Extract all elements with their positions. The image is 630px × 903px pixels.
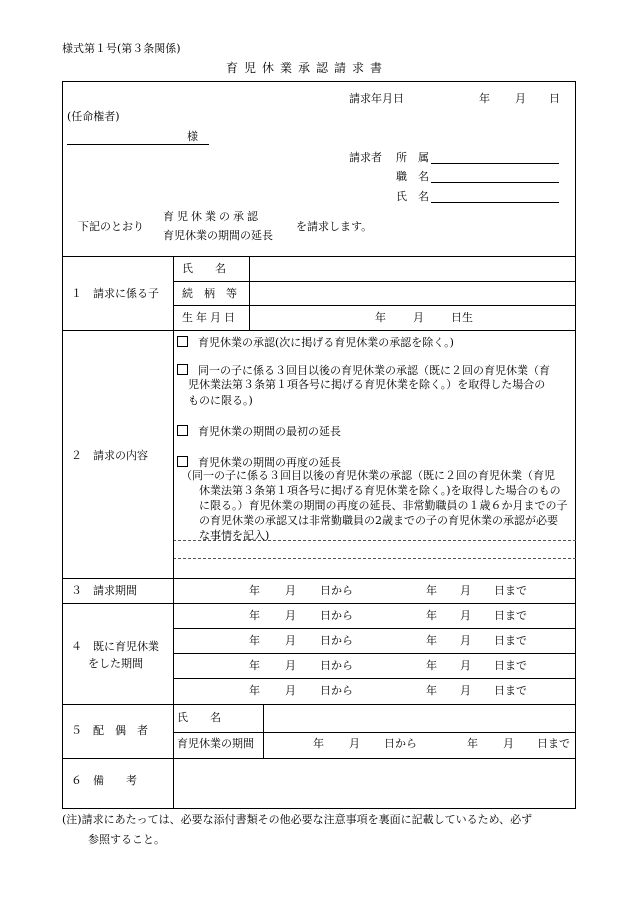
s4-r3-month: 月 xyxy=(285,659,296,672)
s4-r1-year2: 年 xyxy=(426,609,437,622)
dash-line-2 xyxy=(173,558,576,559)
s5-month: 月 xyxy=(349,737,360,750)
row-line-4a xyxy=(173,628,576,629)
row-line-4b xyxy=(173,653,576,654)
document-title: 育児休業承認請求書 xyxy=(226,61,389,75)
s3-month: 月 xyxy=(285,584,296,597)
option-3-text: 育児休業の期間の最初の延長 xyxy=(198,425,341,438)
row-line-3 xyxy=(62,578,576,579)
intro-left: 下記のとおり xyxy=(78,220,144,233)
form-label: 様式第１号(第３条関係) xyxy=(62,42,181,55)
s3-year2: 年 xyxy=(426,584,437,597)
child-birth-label: 生年月日 xyxy=(182,311,238,324)
birth-year: 年 xyxy=(375,311,386,324)
form-frame xyxy=(62,81,576,809)
s4-r4-year2: 年 xyxy=(426,684,437,697)
request-date-label: 請求年月日 xyxy=(349,92,404,105)
sama-label: 様 xyxy=(187,130,198,143)
section4-label-1: ４ 既に育児休業 xyxy=(71,640,159,653)
row-line-5 xyxy=(62,704,576,705)
s5-to: 日まで xyxy=(537,737,570,750)
row-line-6 xyxy=(62,758,576,759)
option-1[interactable] xyxy=(177,336,454,348)
name-label: 氏 名 xyxy=(396,190,429,203)
s3-month2: 月 xyxy=(460,584,471,597)
spouse-period-label: 育児休業の期間 xyxy=(177,737,254,750)
s4-r3-from: 日から xyxy=(320,659,353,672)
s4-r4-to: 日まで xyxy=(494,684,527,697)
col-line-spouse xyxy=(263,704,264,758)
option-extension: 育児休業の期間の延長 xyxy=(163,229,273,242)
appointer-line xyxy=(67,144,209,145)
s4-r1-year: 年 xyxy=(249,609,260,622)
s4-r2-month: 月 xyxy=(285,634,296,647)
section1-label: １ 請求に係る子 xyxy=(71,287,159,300)
position-label: 職 名 xyxy=(396,170,429,183)
checkbox-2[interactable] xyxy=(177,364,188,375)
s4-r2-year: 年 xyxy=(249,634,260,647)
row-line-4c xyxy=(173,678,576,679)
option-4-note-1: （同一の子に係る３回目以後の育児休業の承認（既に２回の育児休業（育児 xyxy=(181,469,555,482)
s5-year2: 年 xyxy=(467,737,478,750)
s4-r4-from: 日から xyxy=(320,684,353,697)
option-2-line3: ものに限る。) xyxy=(188,394,253,407)
requester-label: 請求者 xyxy=(349,151,382,164)
request-date-day: 日 xyxy=(549,92,560,105)
name-line[interactable] xyxy=(431,202,559,203)
checkbox-4[interactable] xyxy=(177,456,188,467)
birth-month: 月 xyxy=(413,311,424,324)
spouse-name-label: 氏 名 xyxy=(177,711,221,724)
section5-label: ５ 配 偶 者 xyxy=(71,724,148,737)
option-4-note-2: 休業法第３条第１項各号に掲げる育児休業を除く。)を取得した場合のもの xyxy=(199,484,561,497)
note-line-1: (注)請求にあたっては、必要な添付書類その他必要な注意事項を裏面に記載しているため、必ず xyxy=(62,813,533,826)
affiliation-line[interactable] xyxy=(431,163,559,164)
option-2[interactable] xyxy=(177,364,550,376)
row-line-5a xyxy=(173,732,576,733)
note-line-2: 参照すること。 xyxy=(88,833,165,846)
position-line[interactable] xyxy=(431,182,559,183)
intro-right: を請求します。 xyxy=(296,220,373,233)
row-line-4 xyxy=(62,603,576,604)
s3-to: 日まで xyxy=(494,584,527,597)
col-line-main xyxy=(173,256,174,808)
option-4-note-4: の育児休業の承認又は非常勤職員の2歳までの子の育児休業の承認が必要 xyxy=(199,514,558,527)
section2-label: ２ 請求の内容 xyxy=(71,449,148,462)
section3-label: ３ 請求期間 xyxy=(71,584,137,597)
child-relation-label: 続 柄 等 xyxy=(182,287,237,300)
option-4-note-5: な事情を記入) xyxy=(199,529,270,542)
request-date-month: 月 xyxy=(515,92,526,105)
s4-r2-month2: 月 xyxy=(460,634,471,647)
appointer-label: (任命権者) xyxy=(67,110,120,123)
s5-month2: 月 xyxy=(503,737,514,750)
s5-year: 年 xyxy=(313,737,324,750)
child-name-label: 氏 名 xyxy=(182,262,226,275)
section4-label-2: をした期間 xyxy=(88,657,143,670)
affiliation-label: 所 属 xyxy=(396,151,429,164)
s4-r4-month2: 月 xyxy=(460,684,471,697)
row-line-2 xyxy=(62,330,576,331)
s4-r1-month: 月 xyxy=(285,609,296,622)
s4-r4-year: 年 xyxy=(249,684,260,697)
s4-r1-month2: 月 xyxy=(460,609,471,622)
row-line-1a xyxy=(173,281,576,282)
s3-year: 年 xyxy=(249,584,260,597)
option-4[interactable] xyxy=(177,456,341,468)
row-line-1b xyxy=(173,305,576,306)
option-2-text: 同一の子に係る３回目以後の育児休業の承認（既に２回の育児休業（育 xyxy=(198,364,550,377)
s4-r2-to: 日まで xyxy=(494,634,527,647)
s4-r3-month2: 月 xyxy=(460,659,471,672)
option-4-text: 育児休業の期間の再度の延長 xyxy=(198,456,341,469)
option-4-note-3: に限る。）育児休業の期間の再度の延長、非常勤職員の１歳６か月までの子 xyxy=(199,499,568,512)
s4-r3-year: 年 xyxy=(249,659,260,672)
checkbox-3[interactable] xyxy=(177,425,188,436)
s4-r1-from: 日から xyxy=(320,609,353,622)
s4-r2-year2: 年 xyxy=(426,634,437,647)
birth-day: 日生 xyxy=(451,311,473,324)
option-2-line2: 児休業法第３条第１項各号に掲げる育児休業を除く。）を取得した場合の xyxy=(188,378,546,391)
request-date-year: 年 xyxy=(479,92,490,105)
option-1-text: 育児休業の承認(次に掲げる育児休業の承認を除く。) xyxy=(198,336,454,349)
s4-r4-month: 月 xyxy=(285,684,296,697)
s3-from: 日から xyxy=(320,584,353,597)
s4-r3-to: 日まで xyxy=(494,659,527,672)
col-line-child xyxy=(249,256,250,330)
s4-r2-from: 日から xyxy=(320,634,353,647)
option-approval: 育児休業の承認 xyxy=(163,210,261,223)
section6-label: ６ 備 考 xyxy=(71,774,137,787)
row-line-1 xyxy=(62,256,576,257)
option-3[interactable] xyxy=(177,425,341,437)
s4-r3-year2: 年 xyxy=(426,659,437,672)
checkbox-1[interactable] xyxy=(177,336,188,347)
s5-from: 日から xyxy=(384,737,417,750)
s4-r1-to: 日まで xyxy=(494,609,527,622)
